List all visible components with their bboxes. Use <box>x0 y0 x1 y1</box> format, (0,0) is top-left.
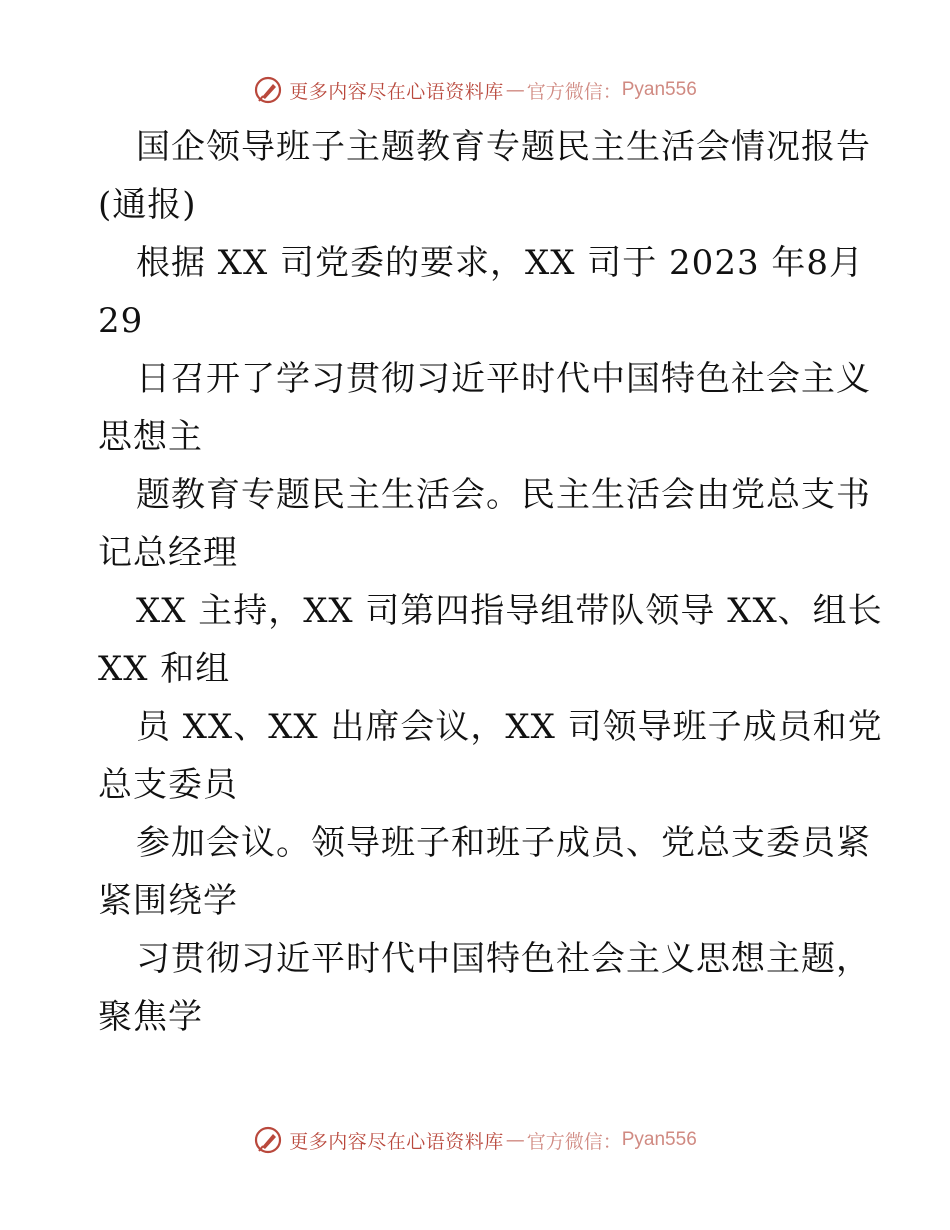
paragraph-line-wrap: 聚焦学 <box>98 997 203 1037</box>
watermark-separator: — <box>505 79 525 101</box>
watermark-account-label: 官方微信： <box>526 1130 622 1153</box>
quill-pen-logo-icon <box>253 75 283 105</box>
watermark-account-label: 官方微信： <box>526 80 622 103</box>
paragraph-line: 参加会议。领导班子和班子成员、党总支委员紧 <box>136 823 871 863</box>
paragraph-line: XX 主持，XX 司第四指导组带队领导 XX、组长 <box>136 591 883 631</box>
paragraph-line: 根据 XX 司党委的要求，XX 司于 2023 年8月 <box>136 243 865 283</box>
document-body <box>98 118 883 1046</box>
header-watermark <box>0 72 950 108</box>
paragraph-line-wrap: XX 和组 <box>98 649 231 689</box>
quill-pen-logo-icon <box>253 1125 283 1155</box>
paragraph-line-wrap: 紧围绕学 <box>98 881 238 921</box>
watermark-title: 更多内容尽在心语资料库 <box>289 1130 504 1153</box>
paragraph-line: 习贯彻习近平时代中国特色社会主义思想主题， <box>136 939 871 979</box>
paragraph-line-wrap: 总支委员 <box>98 765 238 805</box>
paragraph-line-wrap: 思想主 <box>98 417 203 457</box>
paragraph-line-wrap: 记总经理 <box>98 533 238 573</box>
watermark-account-id: Pyan556 <box>621 1129 697 1150</box>
paragraph-line: 题教育专题民主生活会。民主生活会由党总支书 <box>136 475 871 515</box>
watermark-title: 更多内容尽在心语资料库 <box>289 80 504 103</box>
watermark-account-id: Pyan556 <box>621 79 697 100</box>
watermark-separator: — <box>505 1129 525 1151</box>
document-title-continuation: (通报) <box>98 185 197 225</box>
paragraph-line: 日召开了学习贯彻习近平时代中国特色社会主义 <box>136 359 871 399</box>
document-title: 国企领导班子主题教育专题民主生活会情况报告 <box>136 127 871 167</box>
footer-watermark <box>0 1122 950 1158</box>
paragraph-line-wrap: 29 <box>98 301 144 341</box>
paragraph-line: 员 XX、XX 出席会议，XX 司领导班子成员和党 <box>136 707 883 747</box>
